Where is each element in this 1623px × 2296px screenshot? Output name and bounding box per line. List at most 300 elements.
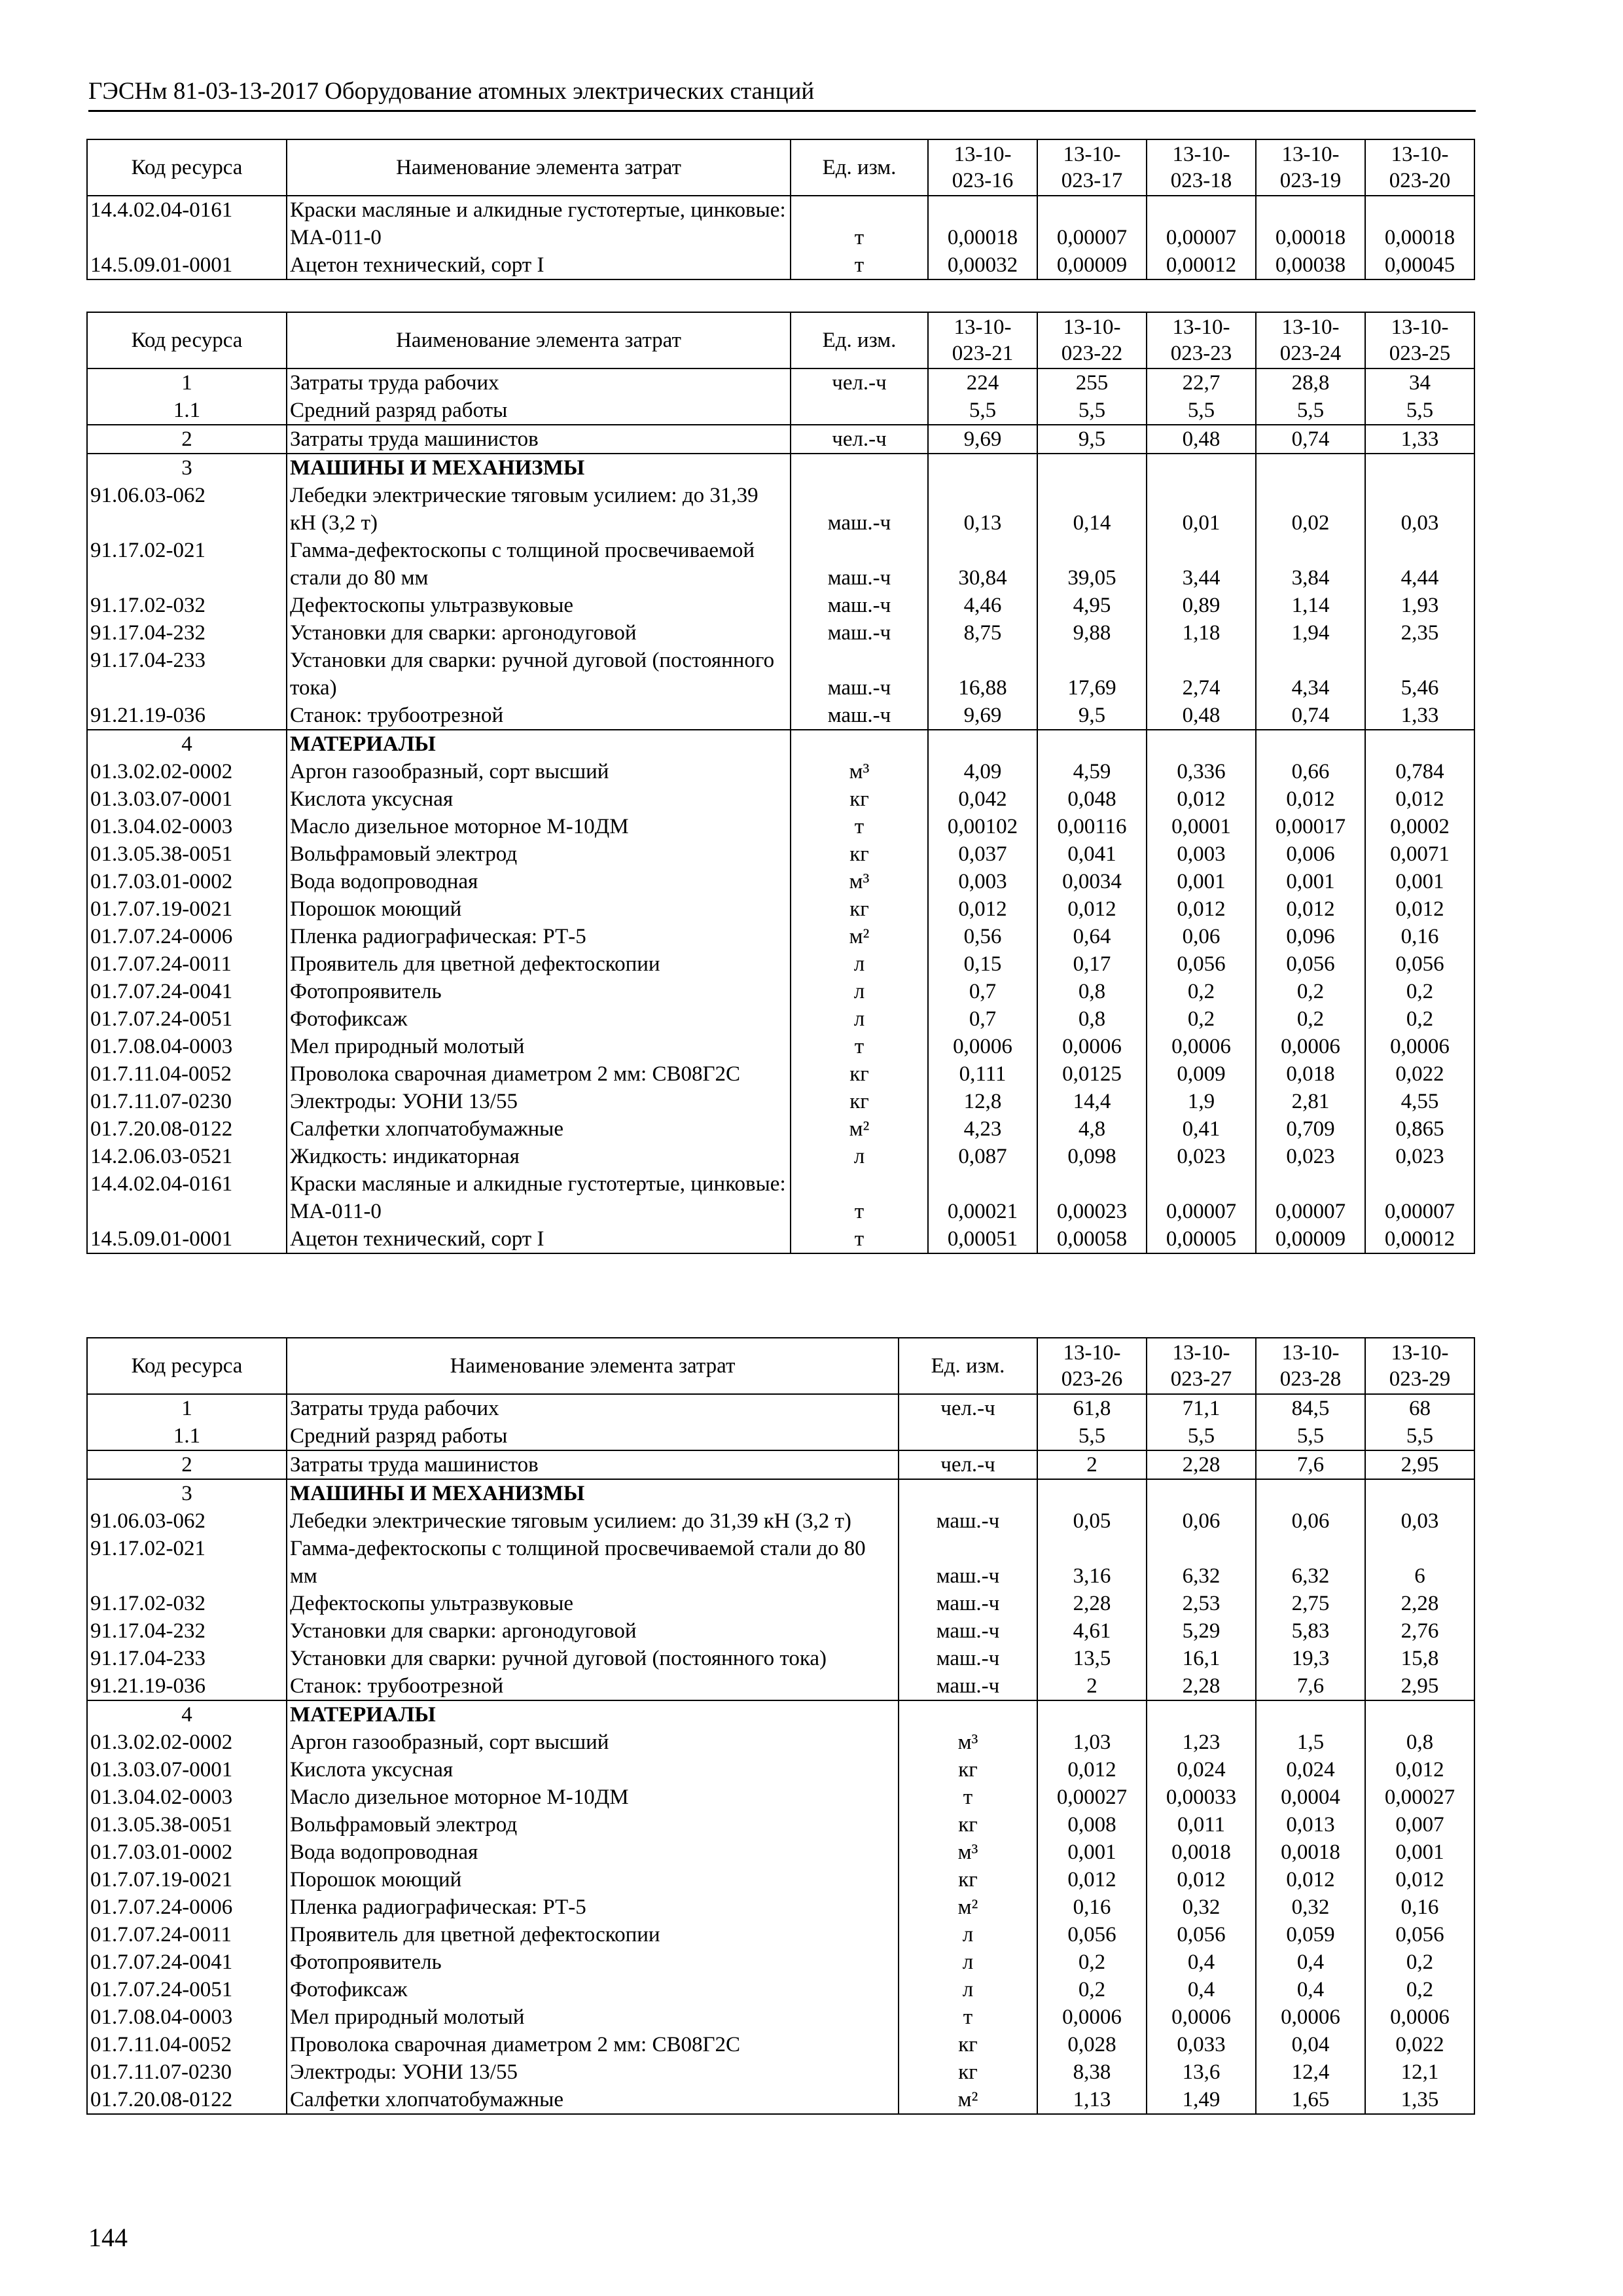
value-cell: 4,95 [1037, 592, 1147, 619]
unit-of-measure: л [899, 1948, 1037, 1976]
resource-code: 91.06.03-062 [87, 1507, 287, 1535]
value-cell: 16,1 [1147, 1645, 1256, 1672]
resource-table-1 [86, 139, 1475, 280]
value-cell: 0,012 [1147, 1866, 1256, 1893]
value-cell: 4,44 [1365, 537, 1474, 592]
unit-of-measure: кг [791, 785, 928, 813]
value-cell: 4,34 [1256, 647, 1365, 702]
resource-name: Масло дизельное моторное М-10ДМ [287, 813, 791, 840]
value-cell: 0,048 [1037, 785, 1147, 813]
resource-name: Вольфрамовый электрод [287, 840, 791, 868]
column-header: 13-10-023-19 [1256, 139, 1365, 196]
value-cell: 0,041 [1037, 840, 1147, 868]
resource-name: Лебедки электрические тяговым усилием: до 31,39 кН (3,2 т) [287, 482, 791, 537]
value-cell: 3,44 [1147, 537, 1256, 592]
unit-of-measure: маш.-ч [899, 1507, 1037, 1535]
resource-code: 91.17.04-232 [87, 619, 287, 647]
value-cell: 0,2 [1256, 978, 1365, 1005]
value-cell: 0,0006 [1365, 1033, 1474, 1060]
column-header: Код ресурса [87, 1338, 287, 1394]
value-cell [1037, 1479, 1147, 1507]
value-cell: 15,8 [1365, 1645, 1474, 1672]
table-row [87, 758, 1474, 785]
resource-name: Установки для сварки: ручной дуговой (постоянного тока) [287, 1645, 899, 1672]
resource-table-3 [86, 1337, 1475, 2115]
value-cell: 1,65 [1256, 2086, 1365, 2114]
resource-name: Затраты труда рабочих [287, 368, 791, 397]
resource-name: Порошок моющий [287, 1866, 899, 1893]
value-cell: 2,81 [1256, 1088, 1365, 1115]
table-row [87, 1948, 1474, 1976]
unit-of-measure: кг [899, 1866, 1037, 1893]
value-cell: 0,00009 [1037, 251, 1147, 279]
column-header: Ед. изм. [791, 139, 928, 196]
value-cell: 0,00012 [1365, 1225, 1474, 1253]
resource-name: Гамма-дефектоскопы с толщиной просвечиваемой стали до 80 мм [287, 1535, 899, 1590]
table-row [87, 1143, 1474, 1170]
value-cell: 19,3 [1256, 1645, 1365, 1672]
resource-name: Фотофиксаж [287, 1005, 791, 1033]
table-row [87, 1839, 1474, 1866]
value-cell [1365, 1700, 1474, 1729]
resource-name: Масло дизельное моторное М-10ДМ [287, 1784, 899, 1811]
resource-name: Установки для сварки: аргонодуговой [287, 1617, 899, 1645]
resource-code: 2 [87, 1450, 287, 1479]
value-cell: 0,01 [1147, 482, 1256, 537]
resource-name: Установки для сварки: ручной дуговой (постоянного тока) [287, 647, 791, 702]
value-cell: 0,32 [1256, 1893, 1365, 1921]
table-row [87, 1394, 1474, 1422]
resource-code: 1.1 [87, 397, 287, 425]
value-cell: 0,0006 [1037, 1033, 1147, 1060]
value-cell: 6,32 [1256, 1535, 1365, 1590]
value-cell: 0,06 [1256, 1507, 1365, 1535]
value-cell [928, 454, 1037, 482]
header-row [87, 312, 1474, 368]
value-cell: 0,00116 [1037, 813, 1147, 840]
value-cell: 0,00007 [1147, 196, 1256, 251]
resource-name: Средний разряд работы [287, 1422, 899, 1450]
value-cell: 4,61 [1037, 1617, 1147, 1645]
value-cell: 1,9 [1147, 1088, 1256, 1115]
unit-of-measure [791, 730, 928, 758]
resource-code: 4 [87, 1700, 287, 1729]
value-cell: 12,1 [1365, 2058, 1474, 2086]
unit-of-measure: маш.-ч [791, 482, 928, 537]
value-cell: 0,2 [1256, 1005, 1365, 1033]
table-row [87, 813, 1474, 840]
value-cell: 0,00051 [928, 1225, 1037, 1253]
value-cell: 0,024 [1256, 1756, 1365, 1784]
value-cell: 5,5 [1147, 1422, 1256, 1450]
value-cell: 0,8 [1365, 1729, 1474, 1756]
value-cell: 0,03 [1365, 482, 1474, 537]
unit-of-measure: л [899, 1976, 1037, 2003]
value-cell: 0,784 [1365, 758, 1474, 785]
resource-code: 01.3.02.02-0002 [87, 758, 287, 785]
value-cell [1147, 1479, 1256, 1507]
resource-code: 91.17.02-032 [87, 592, 287, 619]
unit-of-measure: чел.-ч [791, 425, 928, 454]
table-row [87, 1893, 1474, 1921]
unit-of-measure: т [899, 2003, 1037, 2031]
value-cell: 0,00017 [1256, 813, 1365, 840]
unit-of-measure [899, 1479, 1037, 1507]
resource-name: Электроды: УОНИ 13/55 [287, 1088, 791, 1115]
unit-of-measure: маш.-ч [899, 1617, 1037, 1645]
resource-code: 01.7.11.04-0052 [87, 2031, 287, 2058]
value-cell: 39,05 [1037, 537, 1147, 592]
value-cell: 0,04 [1256, 2031, 1365, 2058]
column-header: Код ресурса [87, 312, 287, 368]
value-cell: 13,5 [1037, 1645, 1147, 1672]
value-cell: 3,84 [1256, 537, 1365, 592]
value-cell: 0,2 [1365, 1976, 1474, 2003]
value-cell: 0,012 [1365, 785, 1474, 813]
resource-code: 01.7.03.01-0002 [87, 1839, 287, 1866]
value-cell: 9,5 [1037, 702, 1147, 730]
value-cell: 0,0006 [1365, 2003, 1474, 2031]
resource-name: Проявитель для цветной дефектоскопии [287, 950, 791, 978]
value-cell: 1,13 [1037, 2086, 1147, 2114]
value-cell: 5,5 [1037, 1422, 1147, 1450]
column-header: Ед. изм. [791, 312, 928, 368]
value-cell [928, 730, 1037, 758]
value-cell: 0,00018 [1256, 196, 1365, 251]
table-row [87, 454, 1474, 482]
value-cell: 13,6 [1147, 2058, 1256, 2086]
value-cell: 0,00007 [1147, 1170, 1256, 1225]
value-cell: 1,35 [1365, 2086, 1474, 2114]
value-cell: 0,00032 [928, 251, 1037, 279]
unit-of-measure: маш.-ч [899, 1672, 1037, 1700]
value-cell: 2,74 [1147, 647, 1256, 702]
resource-name: Вода водопроводная [287, 868, 791, 895]
value-cell: 0,2 [1147, 1005, 1256, 1033]
resource-name: Краски масляные и алкидные густотертые, цинковые: МА-011-0 [287, 1170, 791, 1225]
value-cell: 4,46 [928, 592, 1037, 619]
value-cell: 0,00058 [1037, 1225, 1147, 1253]
value-cell: 0,00009 [1256, 1225, 1365, 1253]
value-cell: 0,8 [1037, 978, 1147, 1005]
value-cell: 0,012 [1147, 785, 1256, 813]
resource-code: 14.4.02.04-0161 [87, 196, 287, 251]
table-row [87, 840, 1474, 868]
value-cell: 0,865 [1365, 1115, 1474, 1143]
table-row [87, 1756, 1474, 1784]
value-cell: 9,5 [1037, 425, 1147, 454]
value-cell: 1,23 [1147, 1729, 1256, 1756]
value-cell: 2,95 [1365, 1672, 1474, 1700]
resource-name: Фотопроявитель [287, 978, 791, 1005]
table-row [87, 397, 1474, 425]
table-row [87, 647, 1474, 702]
resource-name: Салфетки хлопчатобумажные [287, 1115, 791, 1143]
value-cell: 0,098 [1037, 1143, 1147, 1170]
header-row [87, 1338, 1474, 1394]
value-cell: 0,0034 [1037, 868, 1147, 895]
table-row [87, 1033, 1474, 1060]
value-cell: 0,0006 [1256, 2003, 1365, 2031]
resource-code: 91.17.04-233 [87, 647, 287, 702]
unit-of-measure: м² [791, 923, 928, 950]
value-cell: 9,88 [1037, 619, 1147, 647]
table-row [87, 2003, 1474, 2031]
resource-name: Пленка радиографическая: РТ-5 [287, 1893, 899, 1921]
table-row [87, 785, 1474, 813]
value-cell [1037, 454, 1147, 482]
resource-name: Салфетки хлопчатобумажные [287, 2086, 899, 2114]
value-cell: 0,17 [1037, 950, 1147, 978]
value-cell: 68 [1365, 1394, 1474, 1422]
unit-of-measure: л [791, 1143, 928, 1170]
resource-name: Дефектоскопы ультразвуковые [287, 592, 791, 619]
value-cell [1037, 730, 1147, 758]
value-cell: 0,0018 [1256, 1839, 1365, 1866]
table-row [87, 1921, 1474, 1948]
value-cell: 0,096 [1256, 923, 1365, 950]
value-cell: 0,64 [1037, 923, 1147, 950]
value-cell: 0,00005 [1147, 1225, 1256, 1253]
value-cell [1256, 730, 1365, 758]
value-cell: 0,012 [1365, 1756, 1474, 1784]
unit-of-measure: м² [899, 1893, 1037, 1921]
value-cell [1037, 1700, 1147, 1729]
resource-table-2 [86, 312, 1475, 1254]
unit-of-measure: кг [899, 2058, 1037, 2086]
table-row [87, 1170, 1474, 1225]
value-cell: 0,48 [1147, 702, 1256, 730]
unit-of-measure: кг [791, 840, 928, 868]
column-header: 13-10-023-22 [1037, 312, 1147, 368]
value-cell: 0,056 [1147, 1921, 1256, 1948]
value-cell: 0,012 [1037, 895, 1147, 923]
resource-code: 91.17.04-232 [87, 1617, 287, 1645]
value-cell: 5,46 [1365, 647, 1474, 702]
unit-of-measure: маш.-ч [899, 1645, 1037, 1672]
resource-code: 01.3.05.38-0051 [87, 1811, 287, 1839]
value-cell: 0,001 [1365, 1839, 1474, 1866]
table-row [87, 1060, 1474, 1088]
value-cell: 2,28 [1147, 1450, 1256, 1479]
resource-code: 01.7.07.24-0051 [87, 1005, 287, 1033]
value-cell: 1,03 [1037, 1729, 1147, 1756]
resource-code: 91.17.02-032 [87, 1590, 287, 1617]
table-row [87, 1700, 1474, 1729]
value-cell: 3,16 [1037, 1535, 1147, 1590]
resource-code: 1 [87, 1394, 287, 1422]
value-cell: 0,037 [928, 840, 1037, 868]
table-row [87, 196, 1474, 251]
resource-code: 01.7.07.24-0051 [87, 1976, 287, 2003]
value-cell: 0,2 [1365, 1948, 1474, 1976]
resource-code: 91.17.02-021 [87, 1535, 287, 1590]
value-cell: 0,06 [1147, 1507, 1256, 1535]
resource-name: Станок: трубоотрезной [287, 702, 791, 730]
table-row [87, 1225, 1474, 1253]
value-cell: 0,012 [1037, 1756, 1147, 1784]
unit-of-measure: т [791, 196, 928, 251]
value-cell: 0,8 [1037, 1005, 1147, 1033]
resource-name: Аргон газообразный, сорт высший [287, 1729, 899, 1756]
value-cell: 0,0002 [1365, 813, 1474, 840]
resource-name: Вода водопроводная [287, 1839, 899, 1866]
resource-code: 01.7.03.01-0002 [87, 868, 287, 895]
value-cell: 0,0071 [1365, 840, 1474, 868]
value-cell: 0,0006 [1256, 1033, 1365, 1060]
value-cell: 7,6 [1256, 1450, 1365, 1479]
value-cell: 0,022 [1365, 2031, 1474, 2058]
value-cell: 0,0004 [1256, 1784, 1365, 1811]
value-cell: 0,001 [1365, 868, 1474, 895]
table-row [87, 730, 1474, 758]
value-cell: 6 [1365, 1535, 1474, 1590]
value-cell: 0,012 [928, 895, 1037, 923]
value-cell: 14,4 [1037, 1088, 1147, 1115]
value-cell: 0,336 [1147, 758, 1256, 785]
unit-of-measure: м³ [791, 758, 928, 785]
value-cell: 0,0006 [928, 1033, 1037, 1060]
value-cell: 2 [1037, 1672, 1147, 1700]
resource-name: Кислота уксусная [287, 785, 791, 813]
value-cell: 8,75 [928, 619, 1037, 647]
unit-of-measure: т [791, 1225, 928, 1253]
value-cell: 1,94 [1256, 619, 1365, 647]
value-cell: 4,23 [928, 1115, 1037, 1143]
table-row [87, 1645, 1474, 1672]
column-header: 13-10-023-25 [1365, 312, 1474, 368]
header-row [87, 139, 1474, 196]
unit-of-measure: чел.-ч [899, 1450, 1037, 1479]
value-cell: 0,003 [928, 868, 1037, 895]
value-cell: 2,75 [1256, 1590, 1365, 1617]
resource-name: Ацетон технический, сорт I [287, 1225, 791, 1253]
value-cell: 0,03 [1365, 1507, 1474, 1535]
table-row [87, 1617, 1474, 1645]
value-cell: 4,09 [928, 758, 1037, 785]
value-cell: 0,059 [1256, 1921, 1365, 1948]
unit-of-measure: м² [791, 1115, 928, 1143]
value-cell: 0,087 [928, 1143, 1037, 1170]
value-cell: 0,4 [1256, 1948, 1365, 1976]
resource-code: 01.7.07.24-0011 [87, 950, 287, 978]
value-cell: 0,012 [1037, 1866, 1147, 1893]
value-cell: 0,00102 [928, 813, 1037, 840]
resource-name: Лебедки электрические тяговым усилием: до 31,39 кН (3,2 т) [287, 1507, 899, 1535]
value-cell: 0,2 [1365, 1005, 1474, 1033]
value-cell [1365, 1479, 1474, 1507]
value-cell: 17,69 [1037, 647, 1147, 702]
value-cell: 0,023 [1365, 1143, 1474, 1170]
resource-code: 14.2.06.03-0521 [87, 1143, 287, 1170]
value-cell: 0,023 [1147, 1143, 1256, 1170]
value-cell: 0,7 [928, 978, 1037, 1005]
resource-name: Затраты труда машинистов [287, 425, 791, 454]
resource-code: 01.7.07.19-0021 [87, 1866, 287, 1893]
unit-of-measure: чел.-ч [791, 368, 928, 397]
value-cell [1365, 454, 1474, 482]
value-cell: 5,83 [1256, 1617, 1365, 1645]
value-cell: 0,2 [1037, 1948, 1147, 1976]
unit-of-measure: кг [791, 1060, 928, 1088]
unit-of-measure: т [791, 1170, 928, 1225]
resource-code: 01.3.03.07-0001 [87, 785, 287, 813]
value-cell: 4,55 [1365, 1088, 1474, 1115]
value-cell: 2,28 [1147, 1672, 1256, 1700]
resource-name: Проявитель для цветной дефектоскопии [287, 1921, 899, 1948]
table-row [87, 1811, 1474, 1839]
value-cell: 0,001 [1037, 1839, 1147, 1866]
resource-code: 3 [87, 1479, 287, 1507]
column-header: 13-10-023-17 [1037, 139, 1147, 196]
resource-name: Фотофиксаж [287, 1976, 899, 2003]
unit-of-measure: кг [899, 1811, 1037, 1839]
table-row [87, 619, 1474, 647]
value-cell: 16,88 [928, 647, 1037, 702]
value-cell: 0,024 [1147, 1756, 1256, 1784]
value-cell: 0,06 [1147, 923, 1256, 950]
unit-of-measure: т [791, 813, 928, 840]
column-header: 13-10-023-23 [1147, 312, 1256, 368]
table-row [87, 1866, 1474, 1893]
resource-code: 14.4.02.04-0161 [87, 1170, 287, 1225]
resource-name: Аргон газообразный, сорт высший [287, 758, 791, 785]
table-row [87, 895, 1474, 923]
value-cell: 2,28 [1037, 1590, 1147, 1617]
value-cell: 0,7 [928, 1005, 1037, 1033]
resource-name: Краски масляные и алкидные густотертые, цинковые: МА-011-0 [287, 196, 791, 251]
value-cell: 0,00027 [1365, 1784, 1474, 1811]
table-row [87, 537, 1474, 592]
value-cell: 0,012 [1365, 1866, 1474, 1893]
value-cell: 0,033 [1147, 2031, 1256, 2058]
value-cell: 0,056 [1256, 950, 1365, 978]
value-cell: 9,69 [928, 702, 1037, 730]
resource-code: 91.21.19-036 [87, 702, 287, 730]
value-cell: 5,5 [1037, 397, 1147, 425]
resource-name: МАТЕРИАЛЫ [287, 730, 791, 758]
column-header: Ед. изм. [899, 1338, 1037, 1394]
value-cell: 2,28 [1365, 1590, 1474, 1617]
table-row [87, 1590, 1474, 1617]
value-cell: 0,16 [1365, 1893, 1474, 1921]
value-cell: 0,012 [1256, 895, 1365, 923]
resource-code: 01.7.08.04-0003 [87, 1033, 287, 1060]
value-cell: 30,84 [928, 537, 1037, 592]
value-cell: 0,042 [928, 785, 1037, 813]
value-cell: 9,69 [928, 425, 1037, 454]
value-cell: 2,53 [1147, 1590, 1256, 1617]
value-cell [1147, 454, 1256, 482]
value-cell: 0,023 [1256, 1143, 1365, 1170]
table-row [87, 1729, 1474, 1756]
resource-code: 01.7.11.07-0230 [87, 1088, 287, 1115]
table-row [87, 1005, 1474, 1033]
value-cell: 0,0001 [1147, 813, 1256, 840]
value-cell: 6,32 [1147, 1535, 1256, 1590]
unit-of-measure [899, 1700, 1037, 1729]
resource-name: Ацетон технический, сорт I [287, 251, 791, 279]
value-cell: 1,14 [1256, 592, 1365, 619]
column-header: 13-10-023-29 [1365, 1338, 1474, 1394]
value-cell [1147, 1700, 1256, 1729]
column-header: 13-10-023-16 [928, 139, 1037, 196]
value-cell: 0,009 [1147, 1060, 1256, 1088]
unit-of-measure: маш.-ч [791, 592, 928, 619]
value-cell: 0,0125 [1037, 1060, 1147, 1088]
value-cell: 0,74 [1256, 425, 1365, 454]
unit-of-measure: л [791, 1005, 928, 1033]
